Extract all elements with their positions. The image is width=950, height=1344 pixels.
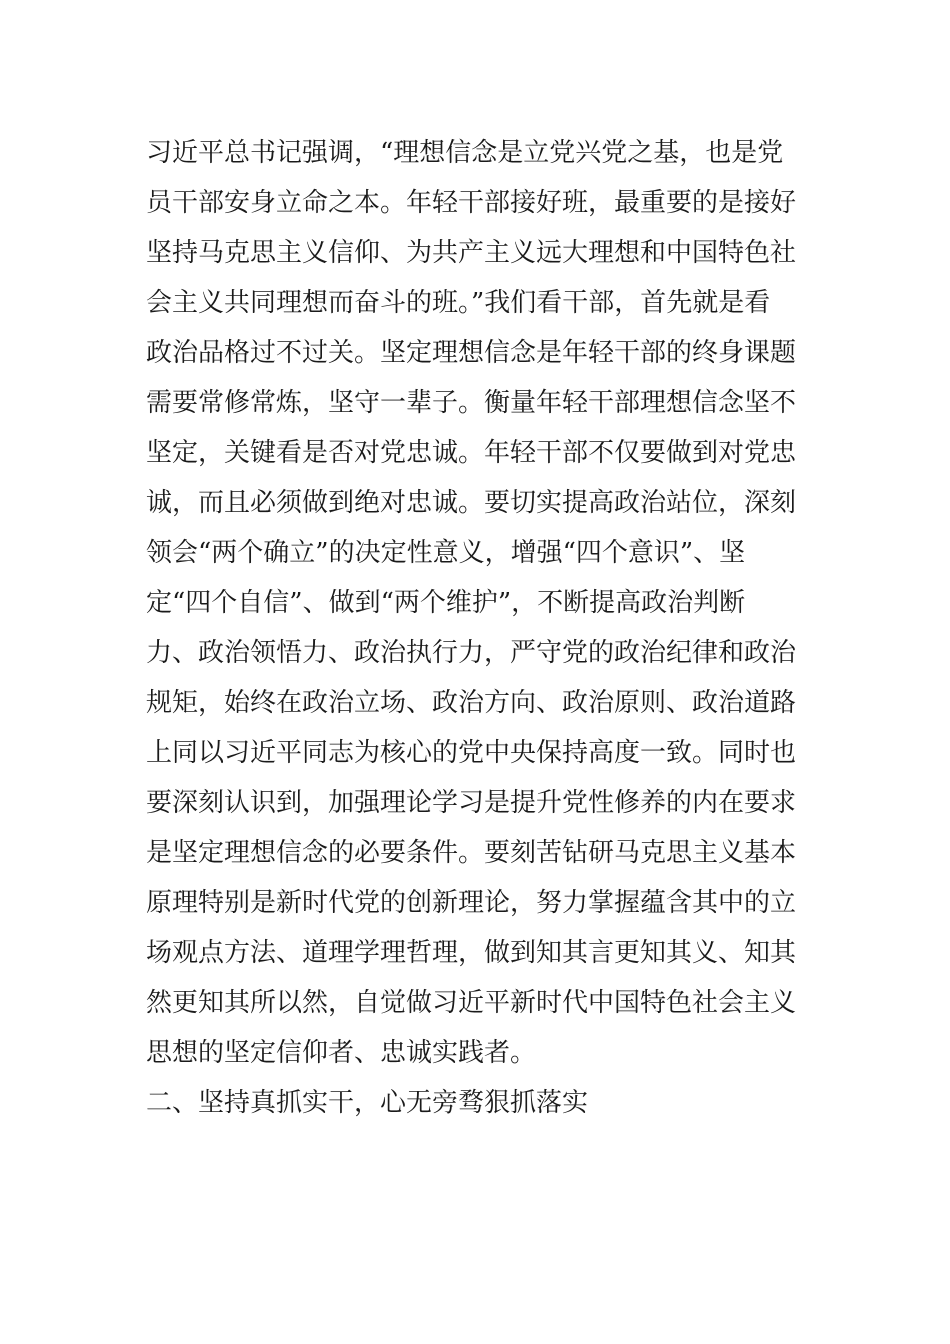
paragraph-line: 政治品格过不过关。坚定理想信念是年轻干部的终身课题 — [146, 338, 797, 368]
paragraph-line: 思想的坚定信仰者、忠诚实践者。 — [146, 1038, 537, 1068]
paragraph-line: 诚，而且必须做到绝对忠诚。要切实提高政治站位，深刻 — [146, 488, 797, 518]
paragraph-line: 力、政治领悟力、政治执行力，严守党的政治纪律和政治 — [146, 638, 797, 668]
body-text — [146, 128, 816, 1128]
paragraph-line: 然更知其所以然，自觉做习近平新时代中国特色社会主义 — [146, 988, 797, 1018]
section-heading: 二、坚持真抓实干，心无旁骛狠抓落实 — [146, 1088, 589, 1118]
paragraph-line: 定“四个自信”、做到“两个维护”，不断提高政治判断 — [146, 588, 746, 618]
paragraph-line: 上同以习近平同志为核心的党中央保持高度一致。同时也 — [146, 738, 797, 768]
paragraph-line: 领会“两个确立”的决定性意义，增强“四个意识”、坚 — [146, 538, 746, 568]
paragraph-line: 原理特别是新时代党的创新理论，努力掌握蕴含其中的立 — [146, 888, 797, 918]
paragraph-line: 坚持马克思主义信仰、为共产主义远大理想和中国特色社 — [146, 238, 797, 268]
paragraph-line: 场观点方法、道理学理哲理，做到知其言更知其义、知其 — [146, 938, 797, 968]
paragraph-line: 坚定，关键看是否对党忠诚。年轻干部不仅要做到对党忠 — [146, 438, 797, 468]
paragraph-line: 规矩，始终在政治立场、政治方向、政治原则、政治道路 — [146, 688, 797, 718]
paragraph-line: 要深刻认识到，加强理论学习是提升党性修养的内在要求 — [146, 788, 797, 818]
paragraph-line: 会主义共同理想而奋斗的班。”我们看干部，首先就是看 — [146, 288, 771, 318]
paragraph-line: 习近平总书记强调，“理想信念是立党兴党之基，也是党 — [146, 138, 784, 168]
paragraph-line: 是坚定理想信念的必要条件。要刻苦钻研马克思主义基本 — [146, 838, 797, 868]
paragraph-line: 员干部安身立命之本。年轻干部接好班，最重要的是接好 — [146, 188, 797, 218]
paragraph-line: 需要常修常炼，坚守一辈子。衡量年轻干部理想信念坚不 — [146, 388, 797, 418]
